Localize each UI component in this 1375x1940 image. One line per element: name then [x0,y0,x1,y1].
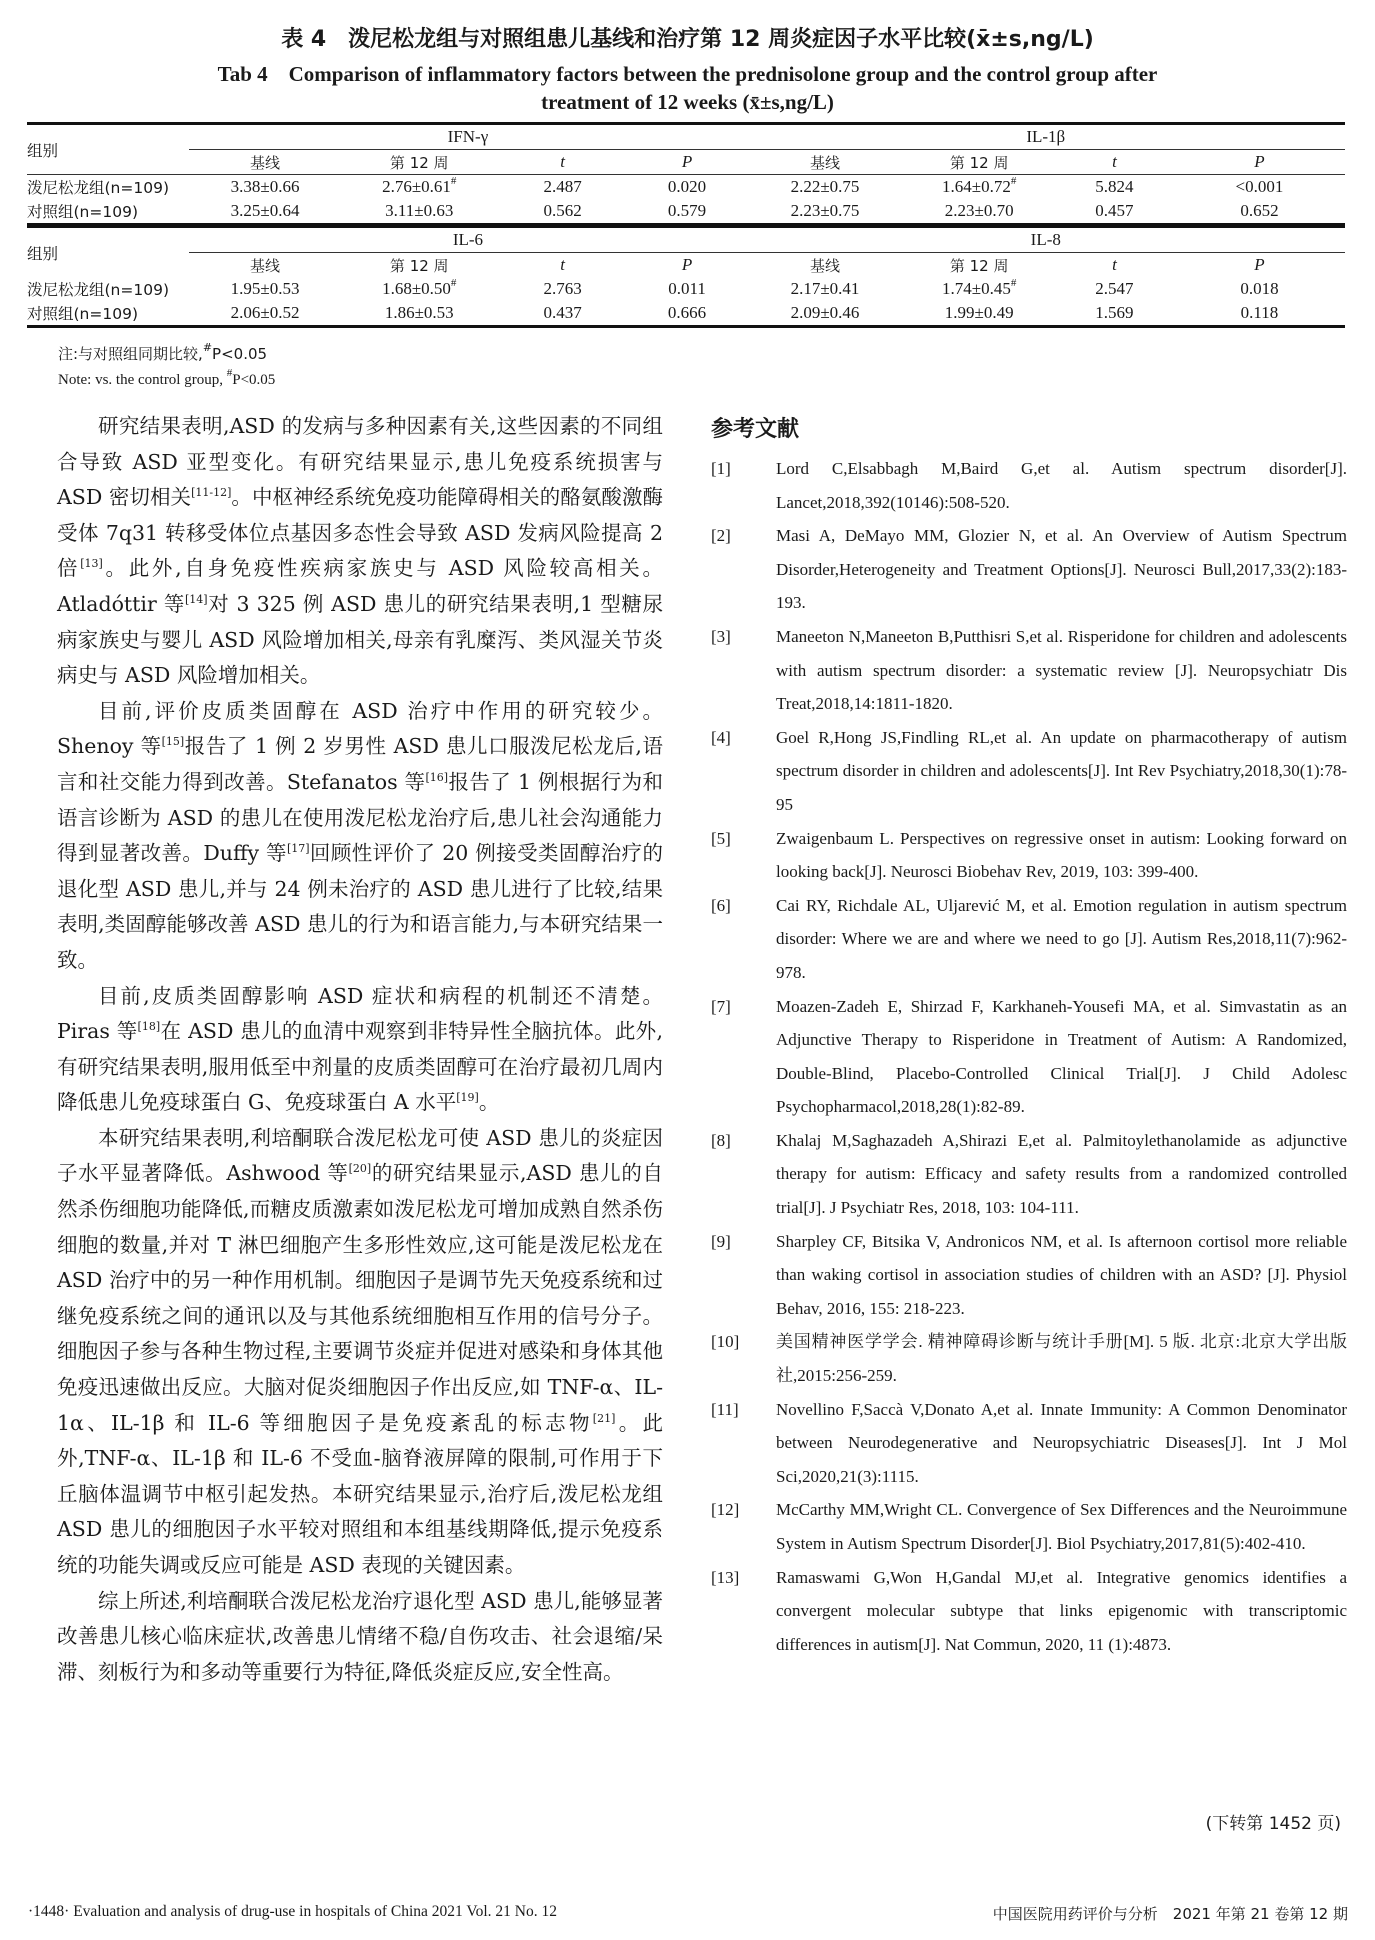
reference-text: Moazen-Zadeh E, Shirzad F, Karkhaneh-Yousefi MA, et al. Simvastatin as an Adjunctive Therapy to Risperidone in Treatment of Autism: A Randomized, Double-Blind, Placebo-Controlled Clinical Trial[J]. J Child Adolesc Psychopharmacol,2018,28(1):82-89. [776,996,1347,1117]
value-cell: 2.22±0.75 [790,177,860,196]
value-cell: 0.118 [1174,301,1345,327]
value-cell: 2.09±0.46 [747,301,904,327]
footer-journal-en: ·1448· Evaluation and analysis of drug-use in hospitals of China 2021 Vol. 21 No. 12 [28,1903,557,1920]
value-cell: 3.25±0.64 [189,199,340,225]
value-cell: 0.020 [667,177,707,196]
col-header-baseline: 基线 [250,153,281,172]
inflammatory-table-block-2 [27,225,1345,328]
reference-text: Khalaj M,Saghazadeh A,Shirazi E,et al. Palmitoylethanolamide as adjunctive therapy for autism: Efficacy and safety results from a randomized controlled trial[J]. J Psychiatr Res, 2018, 103: 104-111. [776,1130,1347,1218]
group-cell: 对照组(n=109) [27,301,189,327]
table-row [27,199,1345,225]
col-header-baseline: 基线 [250,256,281,275]
col-header-week12: 第 12 周 [949,153,1009,172]
col-header-p: P [1254,255,1265,274]
continued-note: (下转第 1452 页) [1205,1814,1341,1834]
col-header-t: t [1112,152,1117,171]
col-header-p: P [681,152,693,171]
value-cell: 0.457 [1055,199,1174,225]
group-cell: 泼尼松龙组(n=109) [27,179,169,197]
value-cell: 0.011 [668,279,706,298]
reference-text: Sharpley CF, Bitsika V, Andronicos NM, et al. Is afternoon cortisol more reliable than waking cortisol in association studies of children with an ASD? [J]. Physiol Behav, 2016, 155: 218-223. [776,1231,1347,1318]
value-cell: 1.95±0.53 [230,279,300,298]
table-row [27,175,1345,200]
value-cell: 2.487 [543,177,582,196]
value-cell: 0.666 [628,301,747,327]
group-header: 组别 [27,227,189,278]
reference-text: Masi A, DeMayo MM, Glozier N, et al. An Overview of Autism Spectrum Disorder,Heterogeneity and Treatment Options[J]. Neurosci Bull,2017,33(2):183-193. [776,526,1347,613]
group-cell: 对照组(n=109) [27,199,189,225]
value-cell: <0.001 [1235,177,1284,196]
paragraph: 综上所述,利培酮联合泼尼松龙治疗退化型 ASD 患儿,能够显著改善患儿核心临床症状,改善患儿情绪不稳/自伤攻击、社会退缩/呆滞、刻板行为和多动等重要行为特征,降低炎症反应,安全性高。 [57,1588,663,1684]
discussion-text [57,409,663,1690]
reference-item [711,452,1347,519]
reference-text: Cai RY, Richdale AL, Uljarević M, et al. Emotion regulation in autism spectrum disorder: Where we are and where we need to go [J]. Autism Res,2018,11(7):962-978. [776,895,1347,982]
table-caption-en-line2: treatment of 12 weeks (x̄±s,ng/L) [541,90,834,114]
paragraph: 本研究结果表明,利培酮联合泼尼松龙可使 ASD 患儿的炎症因子水平显著降低。Ashwood 等[20]的研究结果显示,ASD 患儿的自然杀伤细胞功能降低,而糖皮质激素如泼尼松龙可增加成熟自然杀伤细胞的数量,并对 T 淋巴细胞产生多形性效应,这可能是泼尼松龙在 ASD 治疗中的另一种作用机制。细胞因子是调节先天免疫系统和过继免疫系统之间的通讯以及与其他系统细胞相互作用的信号分子。细胞因子参与各种生物过程,主要调节炎症并促进对感染和身体其他免疫迅速做出反应。大脑对促炎细胞因子作出反应,如 TNF-α、IL-1α、IL-1β 和 IL-6 等细胞因子是免疫紊乱的标志物[21]。此外,TNF-α、IL-1β 和 IL-6 不受血-脑脊液屏障的限制,可作用于下丘脑体温调节中枢引起发热。本研究结果显示,治疗后,泼尼松龙组 ASD 患儿的细胞因子水平较对照组和本组基线期降低,提示免疫系统的功能失调或反应可能是 ASD 表现的关键因素。 [57,1125,664,1577]
col-header-p: P [681,255,693,274]
value-cell: 3.11±0.63 [341,199,498,225]
factor-header: IFN-γ [189,124,746,150]
value-cell: 1.86±0.53 [341,301,498,327]
value-cell: 2.23±0.75 [747,199,904,225]
paragraph: 目前,皮质类固醇影响 ASD 症状和病程的机制还不清楚。Piras 等[18]在 ASD 患儿的血清中观察到非特异性全脑抗体。此外,有研究结果表明,服用低至中剂量的皮质类固醇可在治疗最初几周内降低患儿免疫球蛋白 G、免疫球蛋白 A 水平[19]。 [57,983,663,1115]
references-heading: 参考文献 [711,417,800,442]
reference-number: [9] [711,1231,731,1251]
reference-number: [11] [711,1399,739,1419]
reference-number: [12] [711,1500,740,1520]
value-cell: 1.74±0.45# [942,277,1017,298]
col-header-week12: 第 12 周 [389,153,449,172]
value-cell: 2.547 [1095,279,1134,298]
reference-item [711,721,1347,822]
reference-number: [7] [711,996,731,1016]
reference-number: [13] [711,1567,740,1587]
group-header: 组别 [27,124,189,175]
table-row [27,277,1345,301]
factor-header: IL-8 [747,227,1345,253]
value-cell: 2.76±0.61# [382,175,457,196]
reference-item [711,889,1347,990]
value-cell: 2.23±0.70 [903,199,1054,225]
reference-list [711,452,1347,1661]
value-cell: 1.68±0.50# [382,277,457,298]
reference-number: [4] [711,727,731,747]
reference-item [711,1393,1347,1494]
table-row [27,301,1345,327]
reference-number: [1] [711,459,731,478]
inflammatory-table-block-1 [27,122,1345,226]
col-header-week12: 第 12 周 [389,256,449,275]
value-cell: 0.437 [498,301,628,327]
value-cell: 0.579 [628,199,747,225]
table-caption-cn: 表 4 泼尼松龙组与对照组患儿基线和治疗第 12 周炎症因子水平比较(x̄±s,ng/L) [281,27,1094,52]
paragraph: 目前,评价皮质类固醇在 ASD 治疗中作用的研究较少。Shenoy 等[15]报告了 1 例 2 岁男性 ASD 患儿口服泼尼松龙后,语言和社交能力得到改善。Stefanatos 等[16]报告了 1 例根据行为和语言诊断为 ASD 的患儿在使用泼尼松龙治疗后,患儿社会沟通能力得到显著改善。Duffy 等[17]回顾性评价了 20 例接受类固醇治疗的退化型 ASD 患儿,并与 24 例未治疗的 ASD 患儿进行了比较,结果表明,类固醇能够改善 ASD 患儿的行为和语言能力,与本研究结果一致。 [57,698,664,972]
paragraph: 研究结果表明,ASD 的发病与多种因素有关,这些因素的不同组合导致 ASD 亚型变化。有研究结果显示,患儿免疫系统损害与 ASD 密切相关[11-12]。中枢神经系统免疫功能障碍相关的酪氨酸激酶受体 7q31 转移受体位点基因多态性会导致 ASD 发病风险提高 2 倍[13]。此外,自身免疫性疾病家族史与 ASD 风险较高相关。Atladóttir 等[14]对 3 325 例 ASD 患儿的研究结果表明,1 型糖尿病家族史与婴儿 ASD 风险增加相关,母亲有乳糜泻、类风湿关节炎病史与 ASD 风险增加相关。 [57,414,663,688]
value-cell: 2.763 [543,279,582,298]
reference-text: Lord C,Elsabbagh M,Baird G,et al. Autism spectrum disorder[J]. Lancet,2018,392(10146):508-520. [776,459,1347,512]
value-cell: 1.64±0.72# [942,175,1017,196]
table-caption-en-line1: Tab 4 Comparison of inflammatory factors between the prednisolone group and the control group after [217,62,1158,86]
col-header-t: t [560,152,565,171]
value-cell: 3.38±0.66 [230,177,300,196]
col-header-p: P [1254,152,1265,171]
value-cell: 2.06±0.52 [189,301,340,327]
reference-text: Novellino F,Saccà V,Donato A,et al. Innate Immunity: A Common Denominator between Neurodegenerative and Neuropsychiatric Diseases[J]. Int J Mol Sci,2020,21(3):1115. [776,1399,1347,1486]
table-note-en: Note: vs. the control group, #P<0.05 [58,367,276,388]
reference-item [711,1325,1347,1392]
reference-item [711,822,1347,889]
value-cell: 2.17±0.41 [790,279,860,298]
reference-text: Maneeton N,Maneeton B,Putthisri S,et al. Risperidone for children and adolescents with autism spectrum disorder: a systematic review [J]. Neuropsychiatr Dis Treat,2018,14:1811-1820. [776,626,1347,714]
reference-text: Ramaswami G,Won H,Gandal MJ,et al. Integrative genomics identifies a convergent molecular subtype that links epigenomic with transcriptomic differences in autism[J]. Nat Commun, 2020, 11 (1):4873. [776,1567,1347,1654]
reference-item [711,1493,1347,1560]
col-header-t: t [1112,255,1117,274]
factor-header: IL-6 [189,227,746,253]
value-cell: 0.652 [1174,199,1345,225]
reference-number: [5] [711,828,731,848]
group-cell: 泼尼松龙组(n=109) [27,281,169,299]
reference-text: Goel R,Hong JS,Findling RL,et al. An update on pharmacotherapy of autism spectrum disorder in children and adolescents[J]. Int Rev Psychiatry,2018,30(1):78-95 [776,727,1347,814]
reference-item [711,519,1347,620]
value-cell: 1.99±0.49 [903,301,1054,327]
value-cell: 1.569 [1055,301,1174,327]
value-cell: 0.018 [1240,279,1279,298]
reference-item [711,990,1347,1124]
reference-number: [2] [711,526,731,546]
reference-number: [10] [711,1332,740,1352]
reference-text: McCarthy MM,Wright CL. Convergence of Sex Differences and the Neuroimmune System in Autism Spectrum Disorder[J]. Biol Psychiatry,2017,81(5):402-410. [776,1500,1347,1553]
reference-item [711,1225,1347,1326]
reference-text: Zwaigenbaum L. Perspectives on regressive onset in autism: Looking forward on looking back[J]. Neurosci Biobehav Rev, 2019, 103: 399-400. [776,828,1347,882]
reference-text: 美国精神医学学会. 精神障碍诊断与统计手册[M]. 5 版. 北京:北京大学出版社,2015:256-259. [776,1332,1347,1386]
factor-header: IL-1β [747,124,1345,150]
reference-item [711,1561,1347,1662]
col-header-baseline: 基线 [809,153,840,172]
value-cell: 5.824 [1095,177,1134,196]
reference-number: [8] [711,1130,731,1150]
reference-item [711,620,1347,721]
col-header-t: t [560,255,565,274]
reference-number: [3] [711,626,731,646]
col-header-week12: 第 12 周 [949,256,1009,275]
reference-number: [6] [711,895,731,915]
reference-item [711,1124,1347,1225]
table-note-cn: 注:与对照组同期比较,#P<0.05 [58,341,268,363]
footer-journal-cn: 中国医院用药评价与分析 2021 年第 21 卷第 12 期 [992,1905,1348,1923]
col-header-baseline: 基线 [809,256,840,275]
value-cell: 0.562 [498,199,628,225]
